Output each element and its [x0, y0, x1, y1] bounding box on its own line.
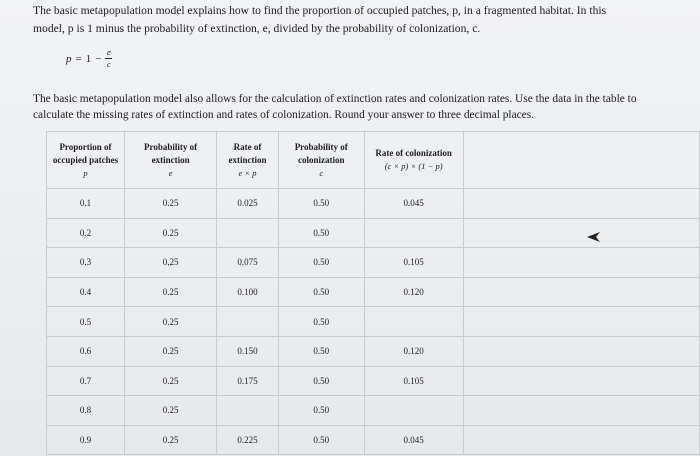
- table-header-row: [47, 132, 700, 189]
- table-row: 0.9 0.25 0.225 0.50 0.045: [47, 425, 700, 455]
- missing-colonization-rate[interactable]: [364, 396, 463, 426]
- table-row: 0.6 0.25 0.150 0.50 0.120: [47, 336, 700, 366]
- header-proportion: Proportion of occupied patches p: [47, 132, 125, 189]
- metapopulation-table: [46, 131, 700, 455]
- formula-fraction: [105, 48, 112, 69]
- formula-denominator: c: [107, 59, 111, 69]
- header-rate-extinction: Rate of extinction e × p: [217, 132, 279, 189]
- formula-minus: −: [95, 52, 102, 65]
- cursor-arrow-icon: [587, 232, 601, 242]
- header-rate-colonization: Rate of colonization (c × p) × (1 − p): [364, 132, 463, 189]
- table-row: 0.3 0.25 0.075 0.50 0.105: [47, 248, 700, 278]
- table-row: 0.8 0.25 0.50: [47, 396, 700, 426]
- table-row: 0.7 0.25 0.175 0.50 0.105: [47, 366, 700, 396]
- intro-line-2: model, p is 1 minus the probability of extinction, e, divided by the probability of colonization, c.: [33, 22, 481, 35]
- metapopulation-formula: [66, 48, 112, 69]
- intro-paragraph: [33, 2, 673, 38]
- table-row: 0.4 0.25 0.100 0.50 0.120: [47, 277, 700, 307]
- formula-numerator: e: [107, 47, 111, 57]
- formula-one: 1: [85, 52, 92, 65]
- header-probability-extinction: Probability of extinction e: [124, 132, 216, 189]
- missing-extinction-rate[interactable]: [217, 396, 279, 426]
- missing-extinction-rate[interactable]: [217, 307, 279, 337]
- missing-colonization-rate[interactable]: [364, 218, 463, 248]
- table-row: 0.5 0.25 0.50: [47, 307, 700, 337]
- header-blank: [463, 132, 699, 189]
- table-row: 0.2 0.25 0.50: [47, 218, 700, 248]
- missing-extinction-rate[interactable]: [217, 218, 279, 248]
- missing-colonization-rate[interactable]: [364, 307, 463, 337]
- table-row: 0.1 0.25 0.025 0.50 0.045: [47, 189, 700, 219]
- header-probability-colonization: Probability of colonization c: [278, 132, 364, 189]
- formula-equals: =: [75, 52, 82, 65]
- intro-line-1: The basic metapopulation model explains how to find the proportion of occupied patches, p, in a fragmented habitat. In this: [33, 4, 607, 17]
- instructions-paragraph: The basic metapopulation model also allows for the calculation of extinction rates and colonization rates. Use the data in the table to calculate the missing rates of extinction and rates of colonization. Round your answer to three decimal places.: [33, 93, 637, 121]
- formula-lhs: p: [66, 52, 72, 65]
